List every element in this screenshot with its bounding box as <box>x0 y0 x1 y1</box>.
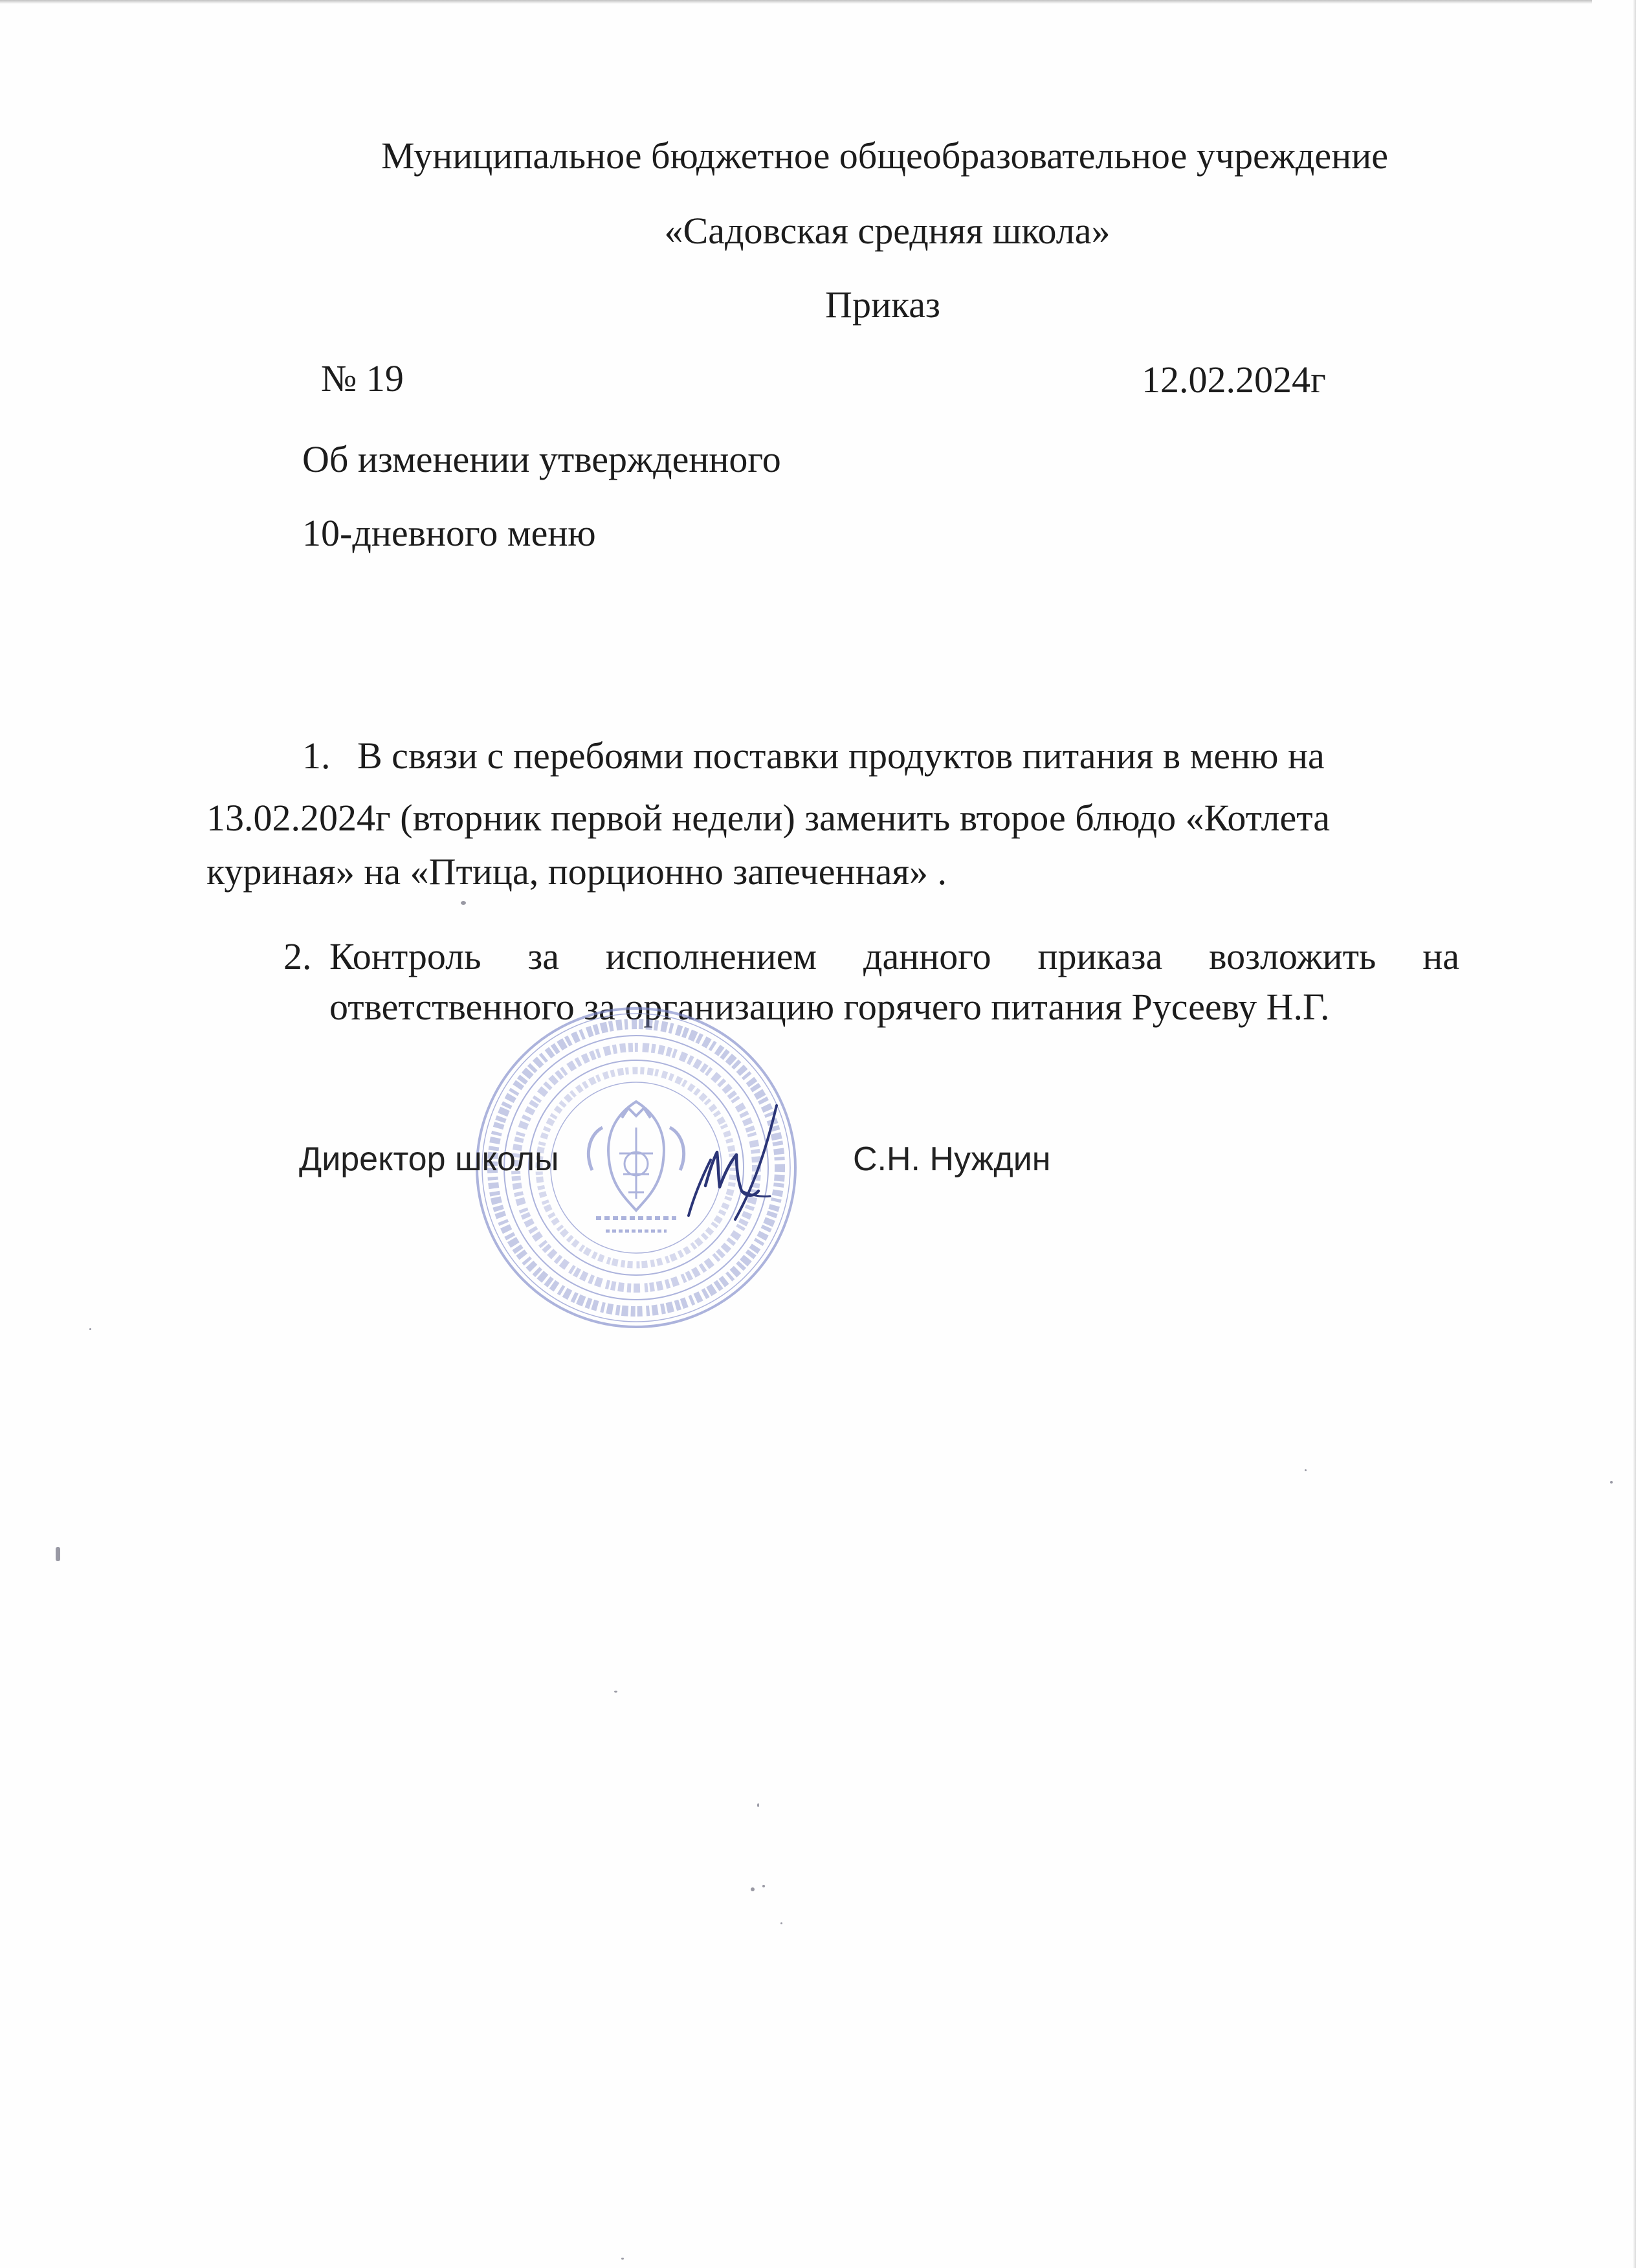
subject-line: Об изменении утвержденного <box>302 438 781 480</box>
item-text-line: ответственного за организацию горячего питания Русееву Н.Г. <box>329 986 1330 1028</box>
organization-name: Муниципальное бюджетное общеобразовательное учреждение <box>381 135 1388 177</box>
item-number: 1. <box>302 735 331 777</box>
signatory-name: С.Н. Нуждин <box>853 1140 1051 1178</box>
item-number: 2. <box>283 935 312 977</box>
scan-speck <box>621 2258 624 2260</box>
scan-speck <box>56 1547 60 1561</box>
scan-speck <box>757 1803 759 1807</box>
school-name: «Садовская средняя школа» <box>664 210 1111 252</box>
scan-speck <box>461 901 466 905</box>
handwritten-signature <box>680 1100 790 1230</box>
scan-speck <box>751 1887 755 1891</box>
item-text-line: Контроль за исполнением данного приказа возложить на <box>329 935 1459 977</box>
scan-speck <box>614 1691 617 1693</box>
subject-line: 10-дневного меню <box>302 512 596 554</box>
document-type-title: Приказ <box>825 284 940 326</box>
item-text-line: В связи с перебоями поставки продуктов питания в меню на <box>357 735 1325 777</box>
scan-edge-right <box>1633 0 1636 2268</box>
item-text-line: куриная» на «Птица, порционно запеченная» . <box>206 850 947 893</box>
scan-speck <box>89 1328 91 1330</box>
order-number: № 19 <box>321 357 404 399</box>
signatory-position: Директор школы <box>299 1140 559 1178</box>
scan-speck <box>780 1922 782 1924</box>
item-text-line: 13.02.2024г (вторник первой недели) заменить второе блюдо «Котлета <box>206 797 1331 839</box>
scan-speck <box>1305 1469 1307 1471</box>
scan-speck <box>1610 1481 1613 1484</box>
order-date: 12.02.2024г <box>1142 359 1326 401</box>
scan-edge-top <box>0 0 1592 4</box>
scan-speck <box>762 1885 765 1887</box>
